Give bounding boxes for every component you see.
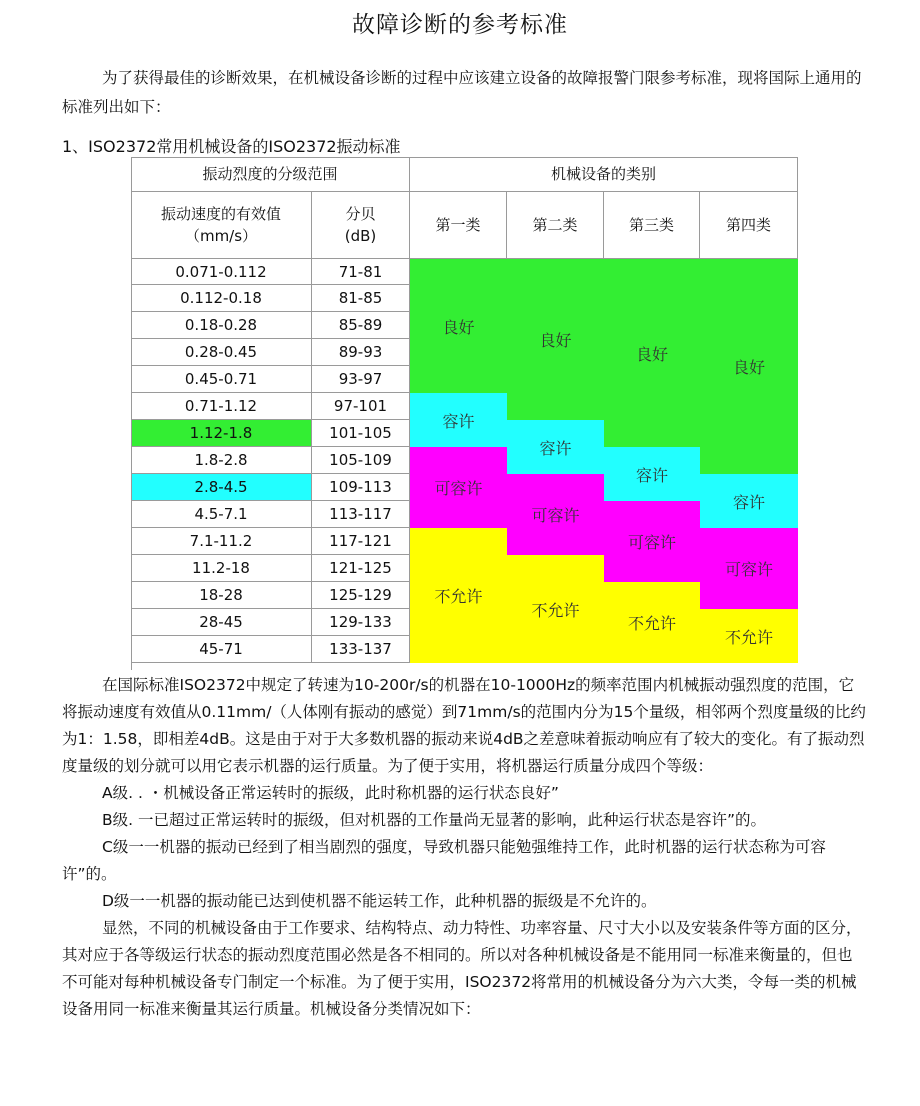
body-text bbox=[62, 672, 866, 1023]
db-cell: 105-109 bbox=[312, 447, 410, 474]
grade-zone-allowable: 容许 bbox=[507, 420, 604, 474]
grade-zone-good: 良好 bbox=[507, 259, 604, 420]
db-cell: 109-113 bbox=[312, 474, 410, 501]
velocity-cell: 4.5-7.1 bbox=[131, 501, 312, 528]
velocity-cell: 18-28 bbox=[131, 582, 312, 609]
db-cell: 129-133 bbox=[312, 609, 410, 636]
vibration-standard-table bbox=[131, 157, 798, 670]
page-title: 故障诊断的参考标准 bbox=[352, 12, 568, 38]
col-velocity-header: 振动速度的有效值（mm/s） bbox=[131, 192, 312, 259]
db-cell: 117-121 bbox=[312, 528, 410, 555]
grade-zone-tolerable: 可容许 bbox=[507, 474, 604, 555]
grade-zone-tolerable: 可容许 bbox=[410, 447, 507, 528]
velocity-cell: 1.12-1.8 bbox=[131, 420, 312, 447]
grade-zone-not-allowed: 不允许 bbox=[507, 555, 604, 663]
grade-zone-good: 良好 bbox=[700, 259, 798, 474]
grade-a-text: A级. . ・机械设备正常运转时的振级，此时称机器的运行状态良好” bbox=[102, 784, 559, 802]
db-cell: 93-97 bbox=[312, 366, 410, 393]
grade-zone-tolerable: 可容许 bbox=[700, 528, 798, 609]
grade-zone-not-allowed: 不允许 bbox=[700, 609, 798, 663]
grade-zone-good: 良好 bbox=[604, 259, 700, 447]
paragraph-iso2372: 在国际标准ISO2372中规定了转速为10-200r/s的机器在10-1000Hz的频率范围内机械振动强烈度的范围，它将振动速度有效值从0.11mm/（人体刚有振动的感觉）到71mm/s的范围内分为15个量级，相邻两个烈度量级的比约为1：1.58，即相差4dB。这是由于对于大多数机器的振动来说4dB之差意味着振动响应有了较大的变化。有了振动烈度量级的划分就可以用它表示机器的运行质量。为了便于实用，将机器运行质量分成四个等级： bbox=[62, 676, 866, 775]
class-1-header: 第一类 bbox=[410, 192, 507, 259]
header-range: 振动烈度的分级范围 bbox=[131, 157, 410, 192]
grade-zone-tolerable: 可容许 bbox=[604, 501, 700, 582]
grade-c-text: C级一一机器的振动已经到了相当剧烈的强度，导致机器只能勉强维持工作，此时机器的运行状态称为可容许”的。 bbox=[62, 838, 826, 883]
velocity-cell: 2.8-4.5 bbox=[131, 474, 312, 501]
grade-d-text: D级一一机器的振动能已达到使机器不能运转工作，此种机器的振级是不允许的。 bbox=[102, 892, 657, 910]
db-cell: 85-89 bbox=[312, 312, 410, 339]
db-cell: 89-93 bbox=[312, 339, 410, 366]
velocity-cell: 0.71-1.12 bbox=[131, 393, 312, 420]
grade-zone-not-allowed: 不允许 bbox=[604, 582, 700, 663]
grade-b-text: B级. 一已超过正常运转时的振级，但对机器的工作量尚无显著的影响，此种运行状态是容许”的。 bbox=[102, 811, 767, 829]
velocity-cell: 28-45 bbox=[131, 609, 312, 636]
grade-zone-allowable: 容许 bbox=[700, 474, 798, 528]
velocity-cell: 1.8-2.8 bbox=[131, 447, 312, 474]
grade-zone-good: 良好 bbox=[410, 259, 507, 393]
velocity-cell: 0.28-0.45 bbox=[131, 339, 312, 366]
db-cell: 133-137 bbox=[312, 636, 410, 663]
velocity-cell: 0.45-0.71 bbox=[131, 366, 312, 393]
section-heading: 1、ISO2372常用机械设备的ISO2372振动标准 bbox=[62, 137, 401, 156]
class-4-header: 第四类 bbox=[700, 192, 798, 259]
velocity-cell: 0.071-0.112 bbox=[131, 259, 312, 285]
class-3-header: 第三类 bbox=[604, 192, 700, 259]
grade-zone-allowable: 容许 bbox=[604, 447, 700, 501]
grade-zone-allowable: 容许 bbox=[410, 393, 507, 447]
velocity-cell: 45-71 bbox=[131, 636, 312, 663]
db-cell: 81-85 bbox=[312, 285, 410, 312]
db-cell: 121-125 bbox=[312, 555, 410, 582]
paragraph-classification: 显然，不同的机械设备由于工作要求、结构特点、动力特性、功率容量、尺寸大小以及安装条件等方面的区分，其对应于各等级运行状态的振动烈度范围必然是各不相同的。所以对各种机械设备是不能用同一标准来衡量的，但也不可能对每种机械设备专门制定一个标准。为了便于实用，ISO2372将常用的机械设备分为六大类，令每一类的机械设备用同一标准来衡量其运行质量。机械设备分类情况如下： bbox=[62, 919, 862, 1018]
intro-paragraph: 为了获得最佳的诊断效果，在机械设备诊断的过程中应该建立设备的故障报警门限参考标准，现将国际上通用的标准列出如下： bbox=[62, 69, 862, 116]
velocity-cell: 0.112-0.18 bbox=[131, 285, 312, 312]
header-category: 机械设备的类别 bbox=[410, 157, 798, 192]
velocity-cell: 7.1-11.2 bbox=[131, 528, 312, 555]
db-cell: 97-101 bbox=[312, 393, 410, 420]
grade-zone-not-allowed: 不允许 bbox=[410, 528, 507, 663]
db-cell: 125-129 bbox=[312, 582, 410, 609]
col-db-header: 分贝(dB) bbox=[312, 192, 410, 259]
db-cell: 71-81 bbox=[312, 259, 410, 285]
velocity-cell: 0.18-0.28 bbox=[131, 312, 312, 339]
db-cell: 101-105 bbox=[312, 420, 410, 447]
class-2-header: 第二类 bbox=[507, 192, 604, 259]
db-cell: 113-117 bbox=[312, 501, 410, 528]
velocity-cell: 11.2-18 bbox=[131, 555, 312, 582]
